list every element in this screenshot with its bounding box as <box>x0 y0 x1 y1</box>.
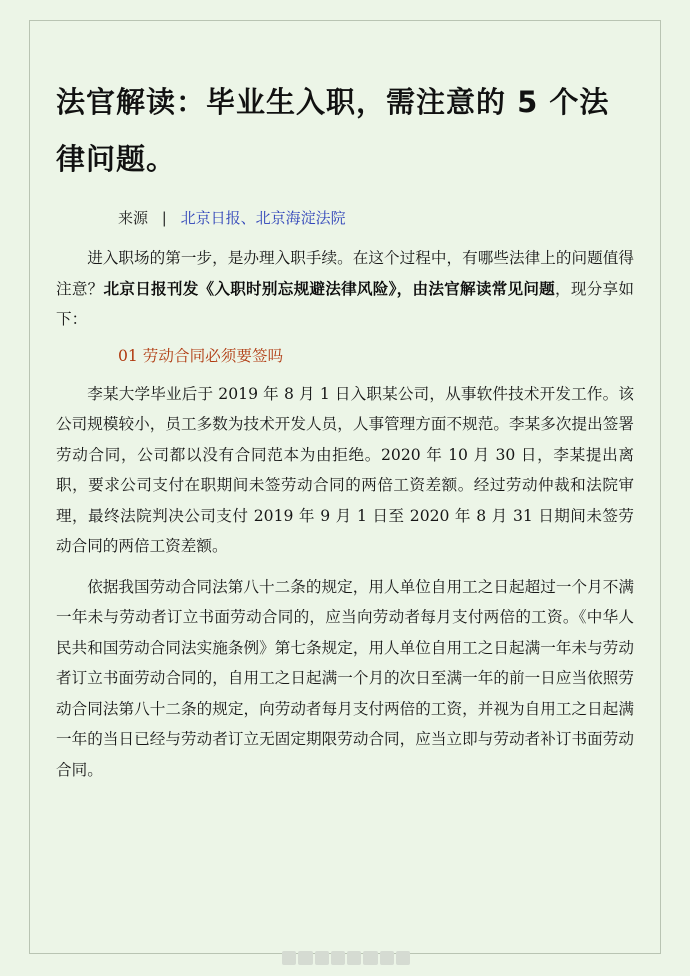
case-paragraph: 李某大学毕业后于 2019 年 8 月 1 日入职某公司，从事软件技术开发工作。该公司规模较小，员工多数为技术开发人员，人事管理方面不规范。李某多次提出签署劳动合同，公司都以没有合同范本为由拒绝。2020 年 10 月 30 日，李某提出离职，要求公司支付在职期间未签劳动合同的两倍工资差额。经过劳动仲裁和法院审理，最终法院判决公司支付 2019 年 9 月 1 日至 2020 年 8 月 31 日期间未签劳动合同的两倍工资差额。 <box>56 384 634 555</box>
intro-paragraph <box>56 243 634 335</box>
intro-text-end: ，现分享如下： <box>56 279 634 328</box>
article <box>56 74 634 785</box>
section-heading: 01 劳动合同必须要签吗 <box>118 346 284 365</box>
law-paragraph: 依据我国劳动合同法第八十二条的规定，用人单位自用工之日起超过一个月不满一年未与劳动者订立书面劳动合同的，应当向劳动者每月支付两倍的工资。《中华人民共和国劳动合同法实施条例》第七条规定，用人单位自用工之日起满一年未与劳动者订立书面劳动合同的，自用工之日起满一个月的次日至满一年的前一日应当依照劳动合同法第八十二条的规定，向劳动者每月支付两倍的工资，并视为自用工之日起满一年的当日已经与劳动者订立无固定期限劳动合同，应当立即与劳动者补订书面劳动合同。 <box>56 577 634 779</box>
article-title: 法官解读：毕业生入职，需注意的 5 个法律问题。 <box>56 85 610 176</box>
intro-bold-text: 北京日报刊发《入职时别忘规避法律风险》，由法官解读常见问题 <box>103 278 556 298</box>
source-label: 来源 <box>118 209 149 227</box>
source-line <box>56 207 634 229</box>
source-name: 北京日报、北京海淀法院 <box>180 209 346 227</box>
intro-text: 进入职场的第一步，是办理入职手续。在这个过程中，有哪些法律上的问题值得注意？ <box>56 249 634 298</box>
source-separator: | <box>161 209 167 227</box>
watermark <box>282 951 410 965</box>
